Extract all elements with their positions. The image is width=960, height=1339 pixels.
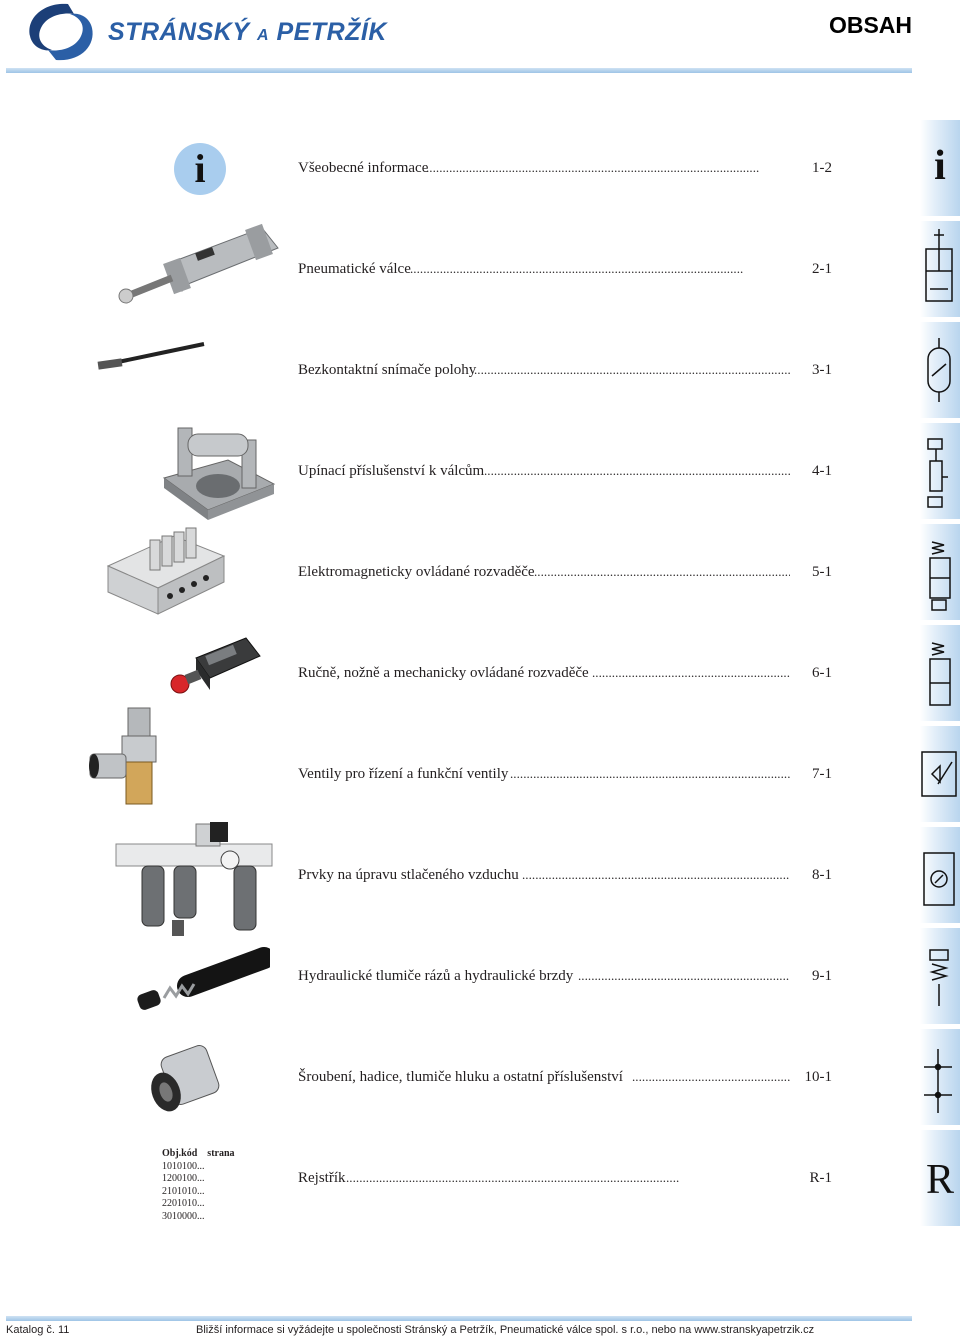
toc-page: R-1 bbox=[809, 1170, 832, 1186]
shock-absorber-symbol-icon bbox=[920, 928, 960, 1024]
toc-page: 7-1 bbox=[812, 766, 832, 782]
toc-leader-dots bbox=[534, 564, 790, 584]
toc-leader-dots bbox=[484, 463, 790, 483]
toc-title: Ventily pro řízení a funkční ventily bbox=[298, 766, 509, 782]
toc-page: 1-2 bbox=[812, 160, 832, 176]
toc-page: 2-1 bbox=[812, 261, 832, 277]
toc-page: 4-1 bbox=[812, 463, 832, 479]
toc-leader-dots bbox=[592, 665, 790, 685]
toc-leader-dots bbox=[346, 1170, 790, 1190]
index-code-item: 2101010... bbox=[162, 1185, 205, 1197]
pneumatic-cylinder-image bbox=[112, 222, 282, 314]
toc-leader-dots bbox=[578, 968, 790, 988]
header-divider bbox=[6, 68, 912, 73]
info-badge bbox=[174, 143, 226, 195]
toc-title: Pneumatické válce bbox=[298, 261, 411, 277]
solenoid-valve-symbol-icon bbox=[920, 524, 960, 620]
toc-leader-dots bbox=[410, 261, 790, 281]
toc-title: Prvky na úpravu stlačeného vzduchu bbox=[298, 867, 519, 883]
toc-row-pneumatic-cylinders[interactable] bbox=[298, 261, 838, 281]
company-name-second: PETRŽÍK bbox=[276, 18, 387, 46]
index-code-item: 3010000... bbox=[162, 1210, 205, 1222]
toc-title: Bezkontaktní snímače polohy bbox=[298, 362, 477, 378]
flow-control-valve-image bbox=[88, 706, 162, 808]
toc-leader-dots bbox=[426, 160, 790, 180]
tab-general-information[interactable] bbox=[920, 120, 960, 216]
toc-page: 9-1 bbox=[812, 968, 832, 984]
fitting-symbol-icon bbox=[920, 1029, 960, 1125]
tab-index-letter: R bbox=[925, 1157, 954, 1203]
pressure-gauge-symbol-icon bbox=[920, 827, 960, 923]
company-name-main: STRÁNSKÝ bbox=[108, 18, 250, 46]
toc-leader-dots bbox=[522, 867, 790, 887]
bracket-symbol-icon bbox=[920, 423, 960, 519]
tab-index[interactable] bbox=[920, 1130, 960, 1226]
toc-row-general-information[interactable] bbox=[298, 160, 838, 180]
info-badge-letter: i bbox=[194, 146, 206, 191]
toc-row-air-preparation[interactable] bbox=[298, 867, 838, 887]
tab-shock-absorbers[interactable] bbox=[920, 928, 960, 1024]
toc-leader-dots bbox=[474, 362, 790, 382]
toc-leader-dots bbox=[510, 766, 790, 786]
company-logo bbox=[22, 0, 387, 64]
tab-info-letter: i bbox=[934, 143, 946, 189]
index-code-header-page: strana bbox=[207, 1148, 235, 1159]
tab-air-preparation[interactable] bbox=[920, 827, 960, 923]
toc-page: 5-1 bbox=[812, 564, 832, 580]
index-code-item: 1200100... bbox=[162, 1173, 205, 1184]
shock-absorber-image bbox=[134, 946, 270, 1012]
proximity-sensor-image bbox=[96, 340, 208, 374]
index-code-item: 2201010... bbox=[162, 1198, 205, 1209]
tab-control-valves[interactable] bbox=[920, 726, 960, 822]
toc-title: Rejstřík bbox=[298, 1170, 346, 1186]
toc-row-fittings[interactable] bbox=[298, 1069, 838, 1089]
toc-row-shock-absorbers[interactable] bbox=[298, 968, 838, 988]
manual-valve-image bbox=[166, 636, 262, 696]
toc-row-control-valves[interactable] bbox=[298, 766, 838, 786]
toc-title: Ručně, nožně a mechanicky ovládané rozvaděče bbox=[298, 665, 589, 681]
toc-title: Upínací příslušenství k válcům bbox=[298, 463, 485, 479]
toc-title: Elektromagneticky ovládané rozvaděče bbox=[298, 564, 535, 580]
manual-valve-symbol-icon bbox=[920, 625, 960, 721]
tab-proximity-sensors[interactable] bbox=[920, 322, 960, 418]
toc-page: 6-1 bbox=[812, 665, 832, 681]
tab-fittings[interactable] bbox=[920, 1029, 960, 1125]
tab-manual-valves[interactable] bbox=[920, 625, 960, 721]
toc-title: Hydraulické tlumiče rázů a hydraulické brzdy bbox=[298, 968, 574, 984]
sensor-symbol-icon bbox=[920, 322, 960, 418]
toc-row-proximity-sensors[interactable] bbox=[298, 362, 838, 382]
solenoid-valve-manifold-image bbox=[104, 526, 228, 618]
tab-solenoid-valves[interactable] bbox=[920, 524, 960, 620]
toc-page: 8-1 bbox=[812, 867, 832, 883]
footer-note: Bližší informace si vyžádejte u společnosti Stránský a Petržík, Pneumatické válce spol. s r.o., nebo na www.stranskyapetrzik.cz bbox=[196, 1324, 815, 1336]
toc-row-manual-valves[interactable] bbox=[298, 665, 838, 685]
tab-pneumatic-cylinders[interactable] bbox=[920, 221, 960, 317]
mounting-bracket-image bbox=[158, 420, 278, 524]
index-code-item: 1010100... bbox=[162, 1160, 205, 1172]
toc-title: Šroubení, hadice, tlumiče hluku a ostatní příslušenství bbox=[298, 1069, 623, 1085]
company-name bbox=[108, 18, 387, 47]
index-code-header-code: Obj.kód bbox=[162, 1148, 198, 1159]
air-preparation-unit-image bbox=[112, 820, 278, 940]
toc-title: Všeobecné informace bbox=[298, 160, 429, 176]
index-code-list bbox=[162, 1148, 235, 1223]
catalog-number: Katalog č. 11 bbox=[6, 1324, 70, 1336]
cylinder-symbol-icon bbox=[920, 221, 960, 317]
push-in-fitting-image bbox=[144, 1040, 220, 1116]
toc-row-solenoid-valves[interactable] bbox=[298, 564, 838, 584]
toc-page: 3-1 bbox=[812, 362, 832, 378]
toc-page: 10-1 bbox=[804, 1069, 832, 1085]
toc-row-mounting-accessories[interactable] bbox=[298, 463, 838, 483]
logo-swirl-icon bbox=[22, 0, 102, 64]
company-name-conj: A bbox=[256, 27, 270, 44]
toc-row-index[interactable] bbox=[298, 1170, 838, 1190]
page-title: OBSAH bbox=[828, 12, 912, 38]
throttle-valve-symbol-icon bbox=[920, 726, 960, 822]
toc-leader-dots bbox=[632, 1069, 790, 1089]
index-code-header bbox=[162, 1148, 235, 1161]
tab-mounting-accessories[interactable] bbox=[920, 423, 960, 519]
footer-divider bbox=[6, 1316, 912, 1321]
